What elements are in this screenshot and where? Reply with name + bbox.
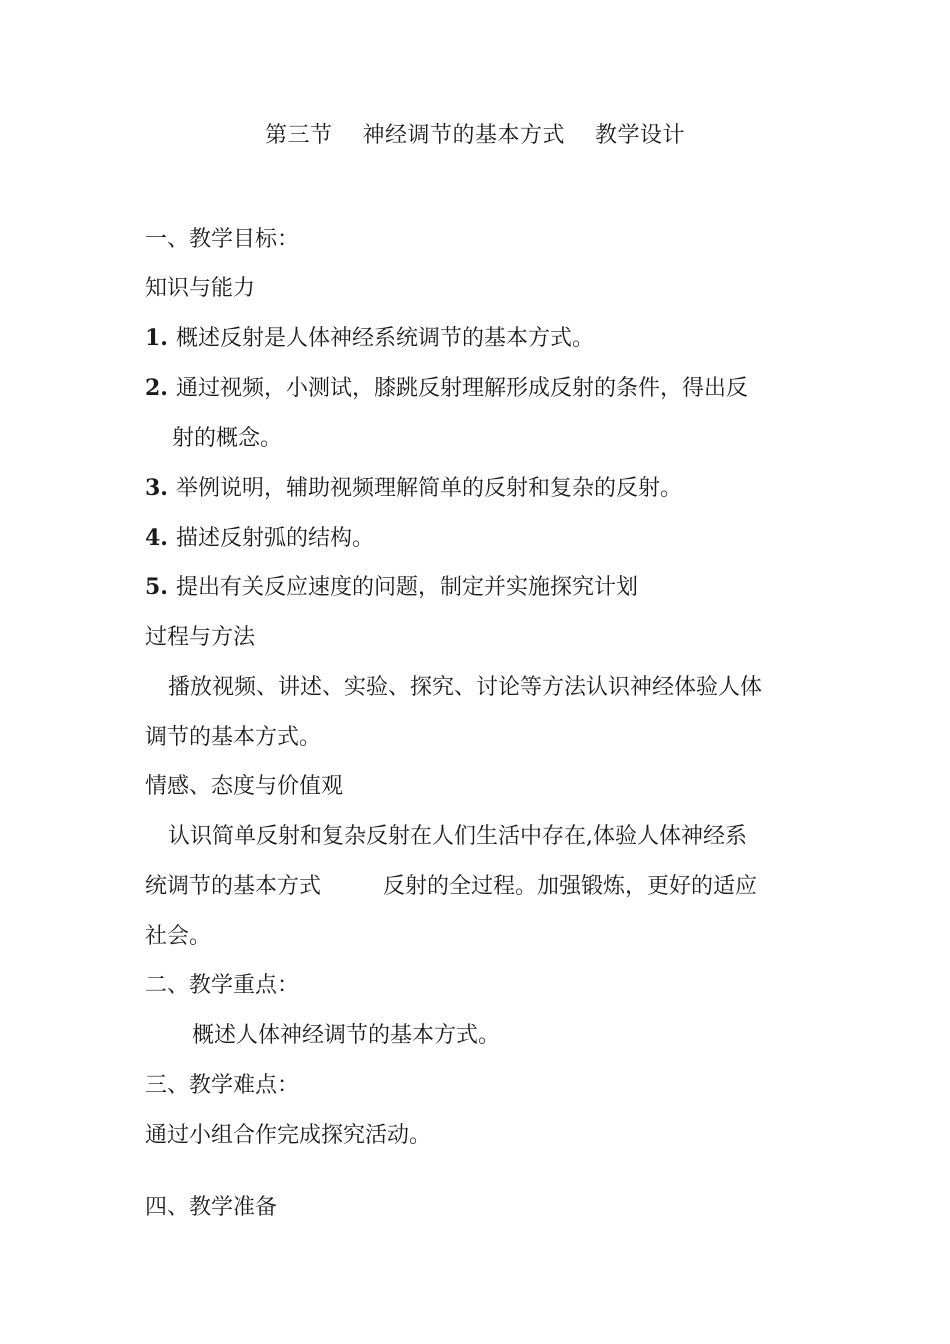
prep-heading: 四、教学准备 bbox=[145, 1195, 278, 1220]
item-text: 通过视频，小测试，膝跳反射理解形成反射的条件，得出反 bbox=[175, 376, 748, 401]
knowledge-item-2 bbox=[145, 371, 748, 402]
emotion-text-part-b: 反射的全过程。加强锻炼，更好的适应 bbox=[383, 874, 758, 899]
item-text: 描述反射弧的结构。 bbox=[175, 526, 374, 551]
knowledge-item-5 bbox=[145, 570, 638, 601]
item-text: 举例说明，辅助视频理解简单的反射和复杂的反射。 bbox=[175, 476, 682, 501]
emotion-text-part-a: 统调节的基本方式 bbox=[145, 874, 322, 899]
item-text: 概述反射是人体神经系统调节的基本方式。 bbox=[175, 326, 594, 351]
item-number: 1. bbox=[145, 325, 168, 351]
objectives-heading: 一、教学目标： bbox=[145, 227, 300, 252]
process-text-line-1: 播放视频、讲述、实验、探究、讨论等方法认识神经体验人体 bbox=[168, 675, 763, 700]
item-text: 提出有关反应速度的问题，制定并实施探究计划 bbox=[175, 575, 638, 600]
knowledge-item-3 bbox=[145, 471, 682, 502]
item-number: 5. bbox=[145, 574, 168, 600]
emotion-text-line-1: 认识简单反射和复杂反射在人们生活中存在,体验人体神经系 bbox=[168, 824, 747, 849]
item-number: 2. bbox=[145, 375, 168, 401]
knowledge-item-2-continued: 射的概念。 bbox=[172, 426, 283, 451]
item-number: 3. bbox=[145, 475, 168, 501]
knowledge-item-1 bbox=[145, 321, 594, 352]
key-text: 概述人体神经调节的基本方式。 bbox=[192, 1023, 501, 1048]
key-heading: 二、教学重点： bbox=[145, 973, 300, 998]
process-heading: 过程与方法 bbox=[145, 625, 256, 650]
knowledge-item-4 bbox=[145, 521, 374, 552]
difficulty-heading: 三、教学难点： bbox=[145, 1073, 300, 1098]
process-text-line-2: 调节的基本方式。 bbox=[145, 725, 322, 750]
emotion-heading: 情感、态度与价值观 bbox=[145, 774, 344, 799]
knowledge-heading: 知识与能力 bbox=[145, 276, 256, 301]
document-title: 第三节 神经调节的基本方式 教学设计 bbox=[265, 123, 685, 148]
difficulty-text: 通过小组合作完成探究活动。 bbox=[145, 1123, 432, 1148]
emotion-text-line-2 bbox=[145, 869, 757, 900]
emotion-text-line-3: 社会。 bbox=[145, 924, 212, 949]
item-number: 4. bbox=[145, 525, 168, 551]
